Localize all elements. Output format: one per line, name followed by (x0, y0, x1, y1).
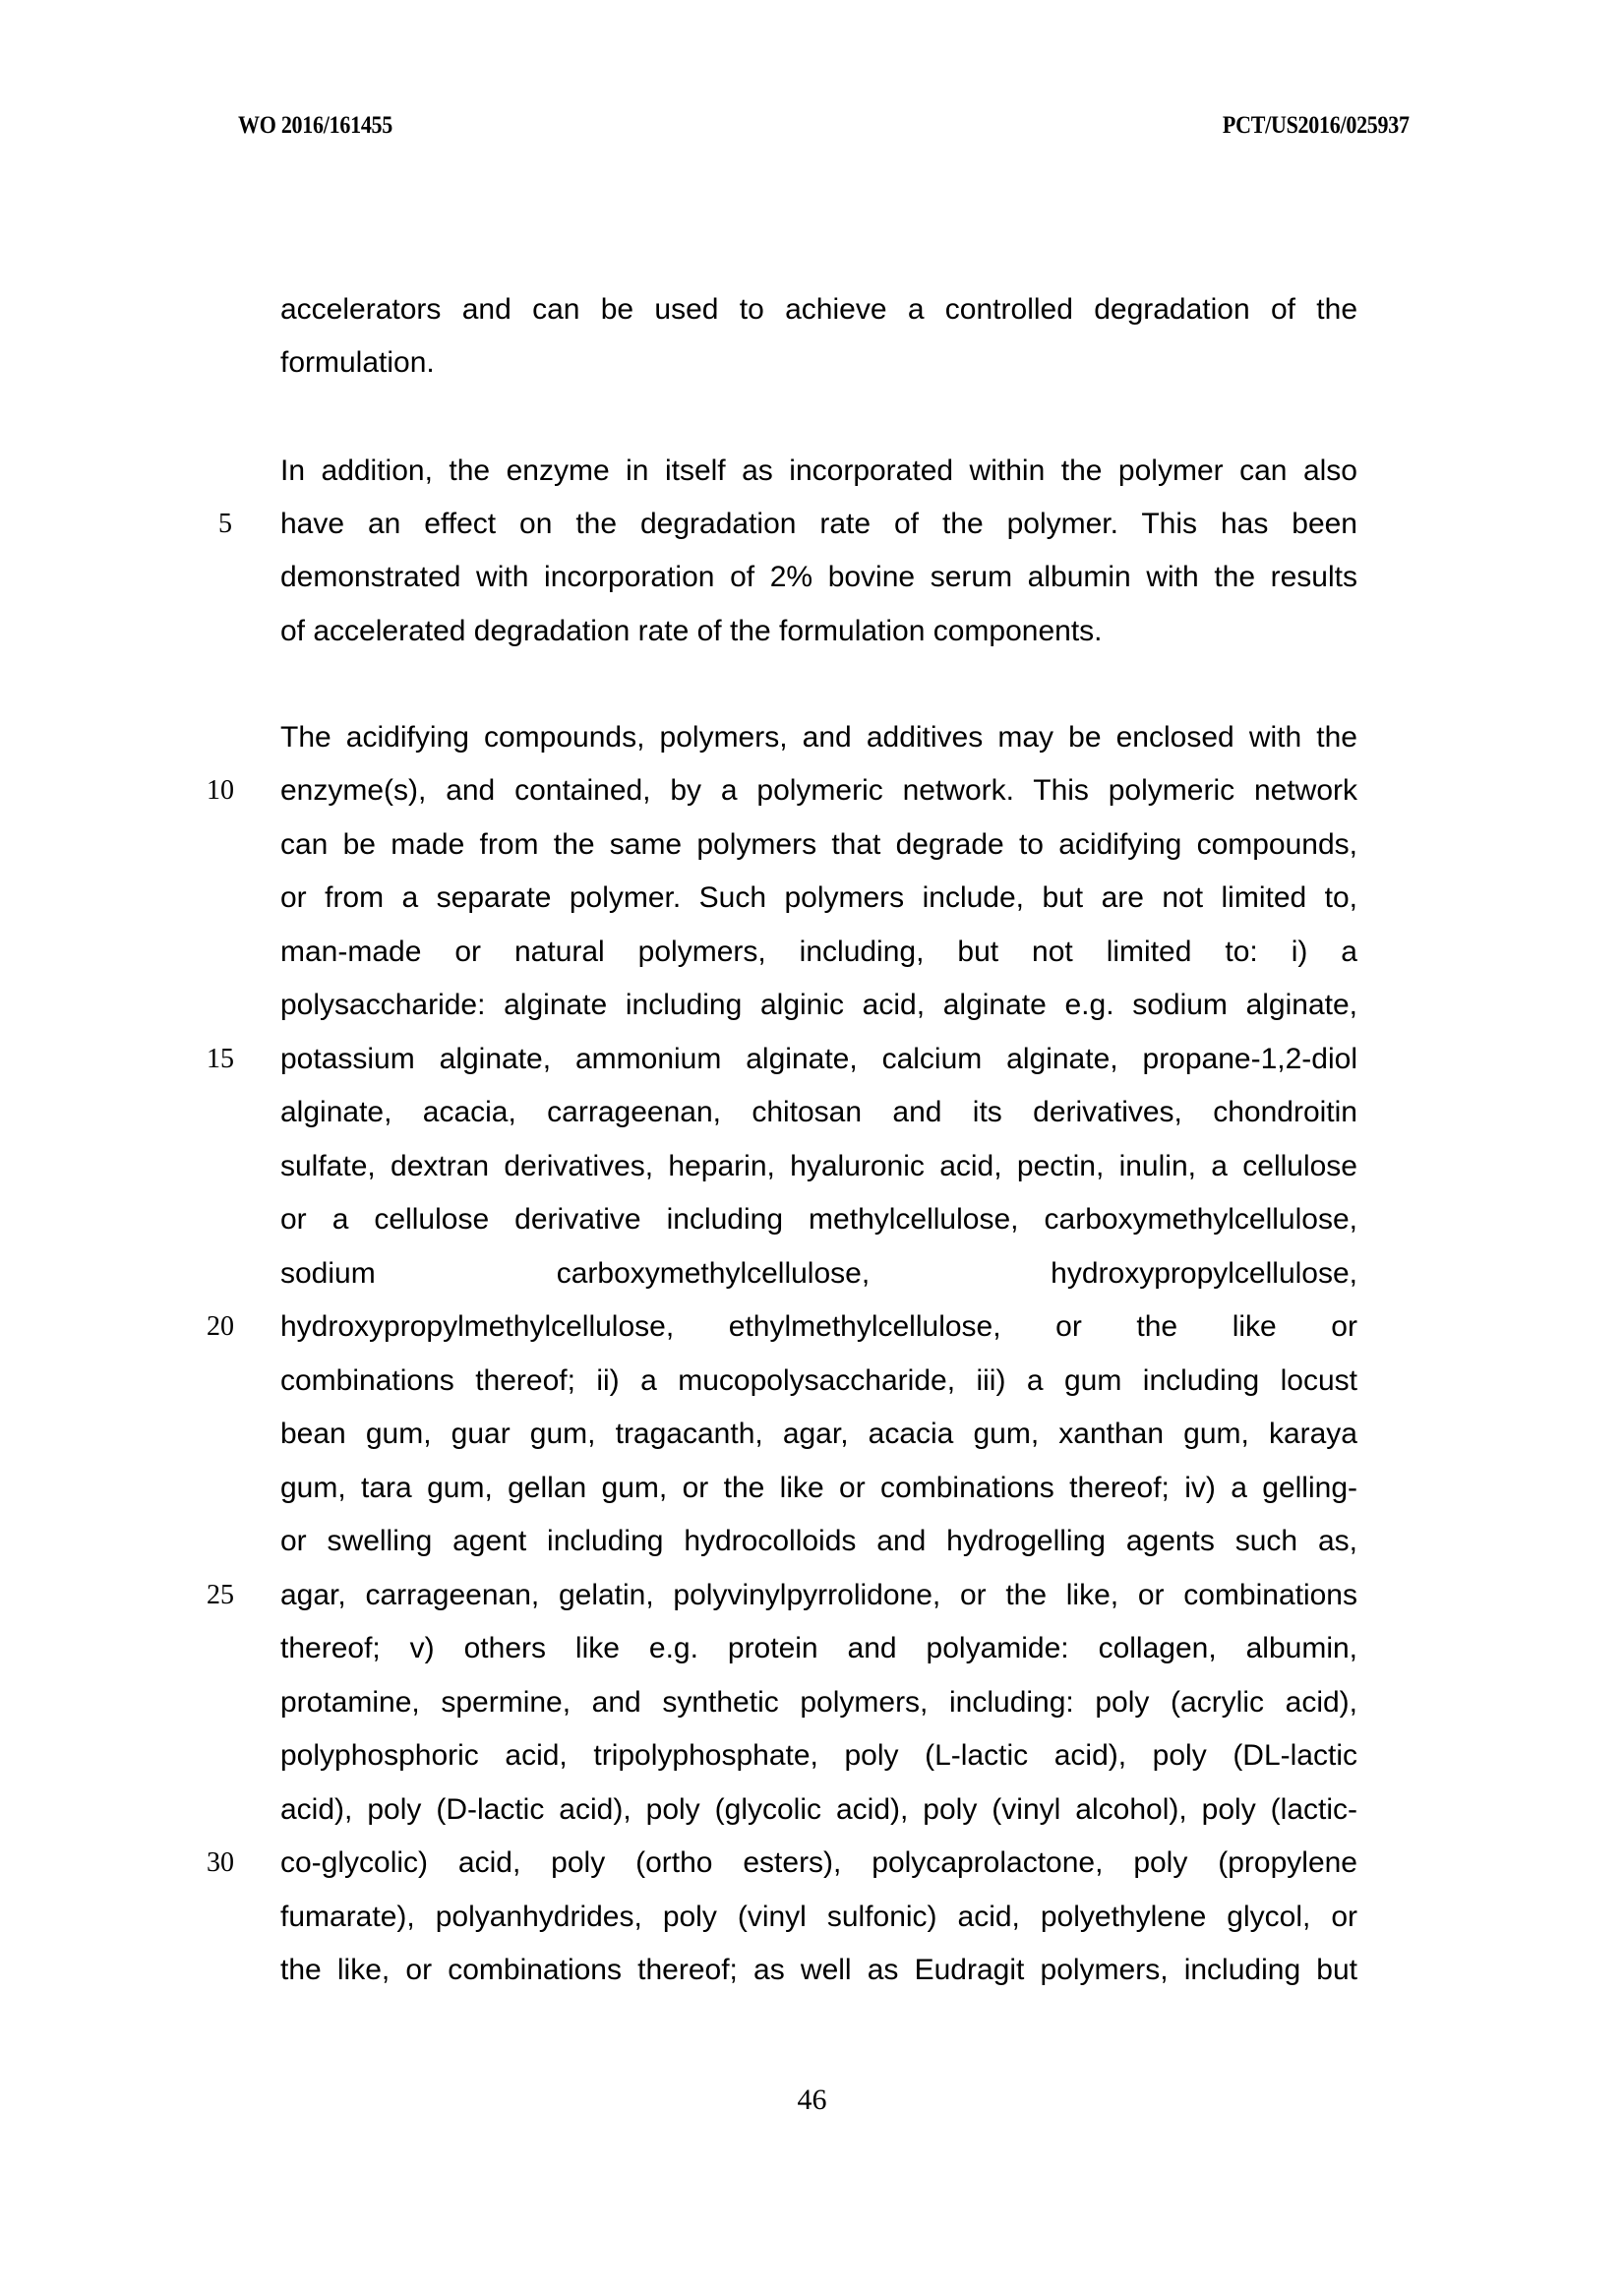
text-line: sodium carboxymethylcellulose, hydroxypropylcellulose, (280, 1257, 1357, 1290)
text-line: or swelling agent including hydrocolloids and hydrogelling agents such as, (280, 1525, 1357, 1557)
text-line: alginate, acacia, carrageenan, chitosan and its derivatives, chondroitin (280, 1096, 1357, 1128)
text-line: polysaccharide: alginate including alginic acid, alginate e.g. sodium alginate, (280, 989, 1357, 1021)
page-number: 46 (797, 2084, 827, 2116)
text-line: hydroxypropylmethylcellulose, ethylmethylcellulose, or the like or (280, 1310, 1357, 1343)
text-line: co-glycolic) acid, poly (ortho esters), polycaprolactone, poly (propylene (280, 1846, 1357, 1879)
text-line: In addition, the enzyme in itself as incorporated within the polymer can also (280, 454, 1357, 487)
line-number: 25 (207, 1580, 234, 1610)
text-line: have an effect on the degradation rate of the polymer. This has been (280, 508, 1357, 540)
application-number: PCT/US2016/025937 (1223, 112, 1410, 139)
line-number: 15 (207, 1044, 234, 1074)
text-line: the like, or combinations thereof; as well as Eudragit polymers, including but (280, 1954, 1357, 1986)
text-line: demonstrated with incorporation of 2% bovine serum albumin with the results (280, 561, 1357, 593)
text-line: can be made from the same polymers that degrade to acidifying compounds, (280, 828, 1357, 861)
text-line: or from a separate polymer. Such polymers include, but are not limited to, (280, 881, 1357, 914)
text-line: thereof; v) others like e.g. protein and polyamide: collagen, albumin, (280, 1632, 1357, 1664)
text-line: bean gum, guar gum, tragacanth, agar, acacia gum, xanthan gum, karaya (280, 1418, 1357, 1450)
line-number: 20 (207, 1311, 234, 1342)
text-line: agar, carrageenan, gelatin, polyvinylpyrrolidone, or the like, or combinations (280, 1579, 1357, 1611)
text-line: potassium alginate, ammonium alginate, calcium alginate, propane-1,2-diol (280, 1043, 1357, 1075)
text-line: or a cellulose derivative including methylcellulose, carboxymethylcellulose, (280, 1203, 1357, 1236)
text-line: formulation. (280, 346, 435, 379)
text-line: combinations thereof; ii) a mucopolysaccharide, iii) a gum including locust (280, 1364, 1357, 1397)
text-line: polyphosphoric acid, tripolyphosphate, poly (L-lactic acid), poly (DL-lactic (280, 1739, 1357, 1772)
text-line: fumarate), polyanhydrides, poly (vinyl sulfonic) acid, polyethylene glycol, or (280, 1901, 1357, 1933)
text-line: accelerators and can be used to achieve a controlled degradation of the (280, 293, 1357, 326)
line-number: 30 (207, 1847, 234, 1878)
text-line: protamine, spermine, and synthetic polymers, including: poly (acrylic acid), (280, 1686, 1357, 1719)
text-line: sulfate, dextran derivatives, heparin, hyaluronic acid, pectin, inulin, a cellulose (280, 1150, 1357, 1182)
line-number: 10 (207, 775, 234, 806)
text-line: enzyme(s), and contained, by a polymeric network. This polymeric network (280, 774, 1357, 807)
text-line: The acidifying compounds, polymers, and additives may be enclosed with the (280, 721, 1357, 754)
text-line: of accelerated degradation rate of the formulation components. (280, 615, 1103, 647)
text-line: gum, tara gum, gellan gum, or the like or combinations thereof; iv) a gelling- (280, 1472, 1357, 1504)
publication-number: WO 2016/161455 (238, 112, 393, 139)
line-number: 5 (218, 509, 232, 539)
text-line: man-made or natural polymers, including, but not limited to: i) a (280, 936, 1357, 968)
text-line: acid), poly (D-lactic acid), poly (glycolic acid), poly (vinyl alcohol), poly (lactic- (280, 1793, 1357, 1826)
